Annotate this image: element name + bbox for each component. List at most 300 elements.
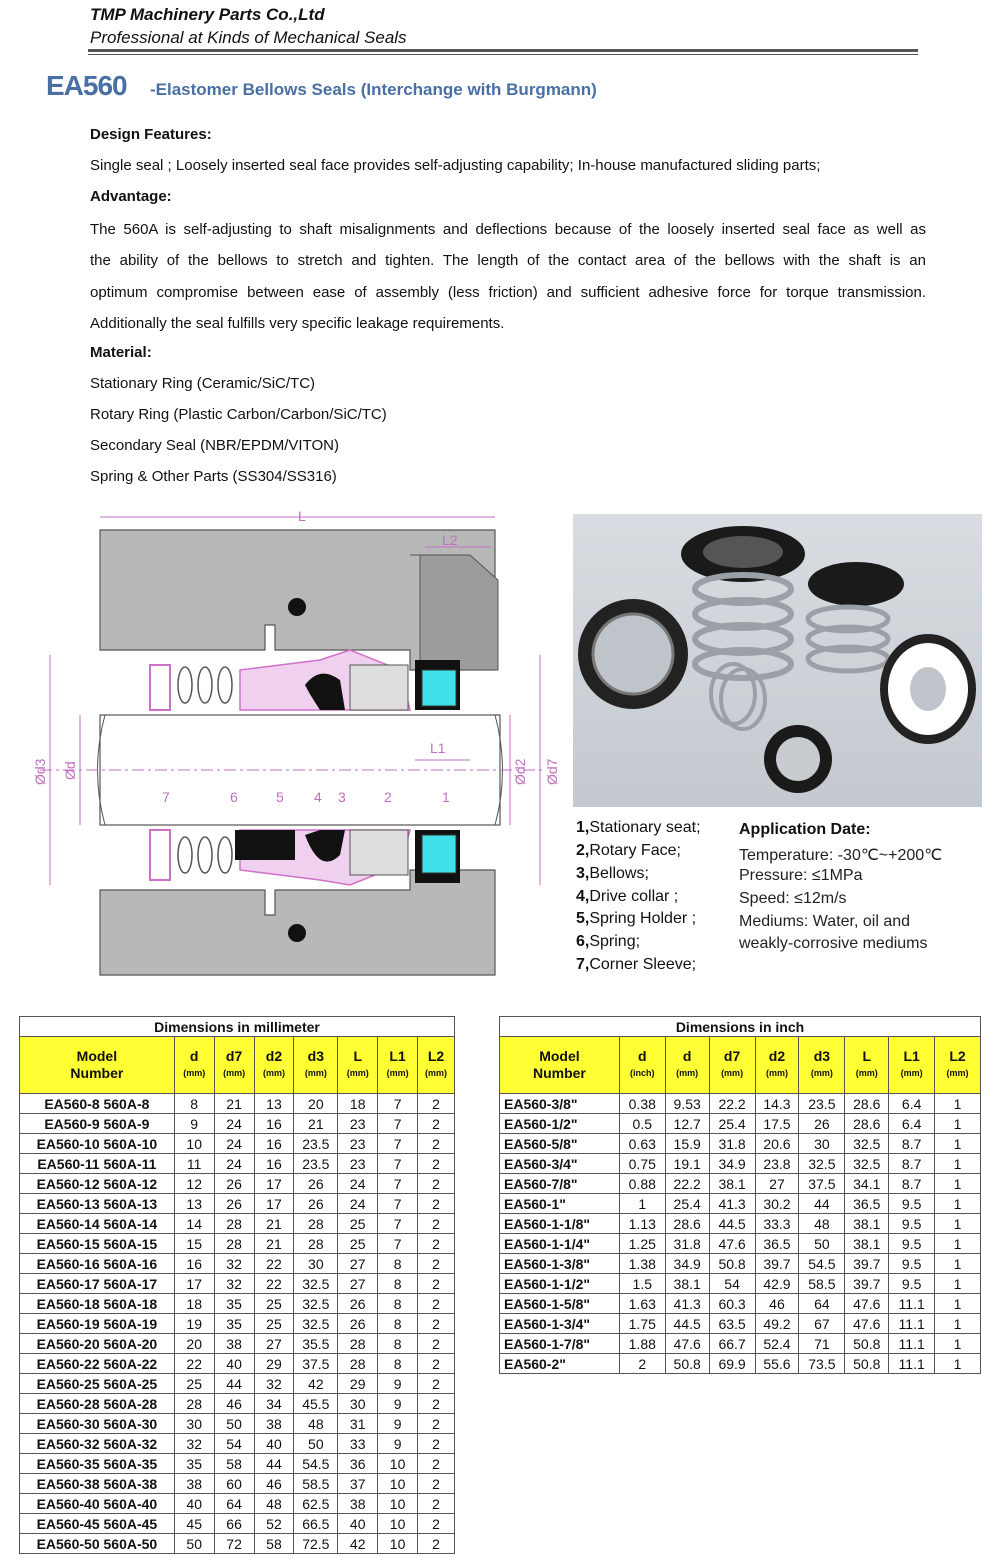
value-cell: 9.5 <box>889 1234 935 1254</box>
column-header <box>20 1037 175 1094</box>
value-cell: 38 <box>254 1414 294 1434</box>
product-subtitle: -Elastomer Bellows Seals (Interchange with Burgmann) <box>150 80 597 99</box>
model-cell: EA560-45 560A-45 <box>20 1514 175 1534</box>
value-cell: 17 <box>174 1274 214 1294</box>
value-cell: 22 <box>174 1354 214 1374</box>
value-cell: 63.5 <box>709 1314 755 1334</box>
value-cell: 1.63 <box>619 1294 665 1314</box>
value-cell: 6.4 <box>889 1114 935 1134</box>
column-header-unit: (mm) <box>183 1068 206 1078</box>
value-cell: 17 <box>254 1194 294 1214</box>
material-item: Secondary Seal (NBR/EPDM/VITON) <box>90 437 339 454</box>
value-cell: 24 <box>214 1154 254 1174</box>
value-cell: 28.6 <box>845 1094 889 1114</box>
value-cell: 27 <box>254 1334 294 1354</box>
model-cell: EA560-7/8" <box>500 1174 620 1194</box>
model-cell: EA560-16 560A-16 <box>20 1254 175 1274</box>
value-cell: 10 <box>378 1514 418 1534</box>
value-cell: 19.1 <box>665 1154 709 1174</box>
application-line: Speed: ≤12m/s <box>739 890 847 907</box>
value-cell: 31.8 <box>665 1234 709 1254</box>
value-cell: 1.75 <box>619 1314 665 1334</box>
value-cell: 54 <box>709 1274 755 1294</box>
stationary-seat-top <box>422 670 456 706</box>
value-cell: 28 <box>338 1354 378 1374</box>
value-cell: 66 <box>214 1514 254 1534</box>
value-cell: 26 <box>338 1314 378 1334</box>
model-cell: EA560-30 560A-30 <box>20 1414 175 1434</box>
value-cell: 2 <box>418 1194 455 1214</box>
header-divider <box>88 49 918 52</box>
table-row <box>20 1534 455 1554</box>
advantage-line: The 560A is self-adjusting to shaft misalignments and deflections because of the loosely inserted seal face as well as <box>90 221 926 238</box>
column-header <box>755 1037 799 1094</box>
product-photo <box>573 514 982 807</box>
value-cell: 0.38 <box>619 1094 665 1114</box>
model-cell: EA560-19 560A-19 <box>20 1314 175 1334</box>
column-header <box>709 1037 755 1094</box>
corner-sleeve-bottom <box>150 830 170 880</box>
value-cell: 23.5 <box>294 1134 338 1154</box>
value-cell: 8.7 <box>889 1134 935 1154</box>
table-row <box>20 1334 455 1354</box>
value-cell: 29 <box>338 1374 378 1394</box>
value-cell: 25 <box>338 1234 378 1254</box>
value-cell: 36 <box>338 1454 378 1474</box>
value-cell: 50 <box>174 1534 214 1554</box>
value-cell: 41.3 <box>665 1294 709 1314</box>
value-cell: 28 <box>294 1234 338 1254</box>
value-cell: 10 <box>378 1474 418 1494</box>
material-item: Spring & Other Parts (SS304/SS316) <box>90 468 337 485</box>
table-row <box>20 1214 455 1234</box>
value-cell: 23.8 <box>755 1154 799 1174</box>
value-cell: 15.9 <box>665 1134 709 1154</box>
value-cell: 23 <box>338 1134 378 1154</box>
column-header-label-part: Number <box>70 1065 124 1081</box>
value-cell: 1 <box>935 1134 981 1154</box>
value-cell: 0.75 <box>619 1154 665 1174</box>
value-cell: 8.7 <box>889 1174 935 1194</box>
value-cell: 34.9 <box>665 1254 709 1274</box>
table-row <box>500 1094 981 1114</box>
value-cell: 66.5 <box>294 1514 338 1534</box>
value-cell: 27 <box>338 1254 378 1274</box>
value-cell: 1 <box>619 1194 665 1214</box>
dim-label-L: L <box>298 508 306 524</box>
value-cell: 69.9 <box>709 1354 755 1374</box>
value-cell: 1 <box>935 1254 981 1274</box>
value-cell: 32.5 <box>845 1154 889 1174</box>
value-cell: 2 <box>418 1274 455 1294</box>
table-caption: Dimensions in inch <box>500 1017 981 1037</box>
value-cell: 32 <box>214 1274 254 1294</box>
value-cell: 40 <box>214 1354 254 1374</box>
dim-label-d7: Ød7 <box>544 758 560 785</box>
table-row <box>20 1474 455 1494</box>
column-header <box>845 1037 889 1094</box>
value-cell: 7 <box>378 1134 418 1154</box>
advantage-paragraph <box>90 214 926 339</box>
column-header-label: L2 <box>949 1048 966 1064</box>
value-cell: 26 <box>294 1174 338 1194</box>
column-header-label <box>500 1048 619 1082</box>
spring-photo-icon <box>695 575 791 678</box>
value-cell: 8 <box>378 1334 418 1354</box>
value-cell: 54.5 <box>799 1254 845 1274</box>
value-cell: 11.1 <box>889 1334 935 1354</box>
value-cell: 12 <box>174 1174 214 1194</box>
column-header-unit: (mm) <box>676 1068 699 1078</box>
column-header <box>935 1037 981 1094</box>
dim-label-L2: L2 <box>442 532 458 548</box>
model-cell: EA560-3/4" <box>500 1154 620 1174</box>
value-cell: 39.7 <box>845 1274 889 1294</box>
value-cell: 22 <box>254 1254 294 1274</box>
material-heading: Material: <box>90 344 152 361</box>
value-cell: 36.5 <box>755 1234 799 1254</box>
model-cell: EA560-28 560A-28 <box>20 1394 175 1414</box>
value-cell: 45 <box>174 1514 214 1534</box>
table-row <box>500 1254 981 1274</box>
value-cell: 2 <box>418 1534 455 1554</box>
table-row <box>500 1154 981 1174</box>
column-header-label: L <box>862 1048 872 1064</box>
value-cell: 20.6 <box>755 1134 799 1154</box>
value-cell: 8 <box>378 1294 418 1314</box>
value-cell: 37 <box>338 1474 378 1494</box>
value-cell: 58 <box>214 1454 254 1474</box>
value-cell: 28 <box>214 1214 254 1234</box>
value-cell: 45.5 <box>294 1394 338 1414</box>
seal-cross-section-drawing <box>20 505 565 990</box>
value-cell: 32.5 <box>294 1294 338 1314</box>
column-header-unit: (mm) <box>765 1068 788 1078</box>
part-label-6: 6 <box>230 789 238 805</box>
rotary-face-bottom <box>350 830 408 875</box>
value-cell: 24 <box>214 1114 254 1134</box>
value-cell: 7 <box>378 1094 418 1114</box>
material-item: Stationary Ring (Ceramic/SiC/TC) <box>90 375 316 392</box>
model-cell: EA560-17 560A-17 <box>20 1274 175 1294</box>
table-row <box>20 1114 455 1134</box>
table-row <box>500 1234 981 1254</box>
value-cell: 22 <box>254 1274 294 1294</box>
value-cell: 1 <box>935 1274 981 1294</box>
value-cell: 0.88 <box>619 1174 665 1194</box>
value-cell: 71 <box>799 1334 845 1354</box>
value-cell: 23 <box>338 1154 378 1174</box>
value-cell: 18 <box>338 1094 378 1114</box>
column-header-unit: (mm) <box>262 1068 285 1078</box>
value-cell: 44 <box>799 1194 845 1214</box>
model-cell: EA560-38 560A-38 <box>20 1474 175 1494</box>
model-cell: EA560-13 560A-13 <box>20 1194 175 1214</box>
value-cell: 28 <box>214 1234 254 1254</box>
value-cell: 42.9 <box>755 1274 799 1294</box>
parts-item: 3,Bellows; <box>576 865 649 882</box>
value-cell: 40 <box>254 1434 294 1454</box>
value-cell: 16 <box>254 1134 294 1154</box>
value-cell: 17 <box>254 1174 294 1194</box>
model-cell: EA560-35 560A-35 <box>20 1454 175 1474</box>
value-cell: 1 <box>935 1214 981 1234</box>
table-row <box>20 1234 455 1254</box>
table-row <box>500 1174 981 1194</box>
value-cell: 2 <box>418 1214 455 1234</box>
column-header-label-part: Model <box>539 1048 580 1064</box>
table-row <box>500 1134 981 1154</box>
value-cell: 48 <box>254 1494 294 1514</box>
column-header-unit: (mm) <box>810 1068 833 1078</box>
application-line: Temperature: -30℃~+200℃ <box>739 847 943 864</box>
table-row <box>20 1454 455 1474</box>
value-cell: 0.5 <box>619 1114 665 1134</box>
dimensions-mm-table <box>19 1016 455 1554</box>
column-header <box>500 1037 620 1094</box>
value-cell: 2 <box>418 1354 455 1374</box>
value-cell: 2 <box>418 1114 455 1134</box>
value-cell: 25.4 <box>665 1194 709 1214</box>
company-tagline: Professional at Kinds of Mechanical Seals <box>90 28 407 47</box>
column-header-unit: (mm) <box>900 1068 923 1078</box>
value-cell: 10 <box>378 1454 418 1474</box>
value-cell: 37.5 <box>799 1174 845 1194</box>
model-cell: EA560-1-1/4" <box>500 1234 620 1254</box>
table-row <box>20 1494 455 1514</box>
value-cell: 17.5 <box>755 1114 799 1134</box>
value-cell: 2 <box>418 1134 455 1154</box>
value-cell: 38 <box>214 1334 254 1354</box>
column-header-unit: (mm) <box>946 1068 969 1078</box>
model-cell: EA560-1" <box>500 1194 620 1214</box>
value-cell: 31 <box>338 1414 378 1434</box>
column-header-label: d2 <box>768 1048 786 1064</box>
value-cell: 13 <box>174 1194 214 1214</box>
value-cell: 35 <box>214 1294 254 1314</box>
value-cell: 31.8 <box>709 1134 755 1154</box>
value-cell: 32 <box>214 1254 254 1274</box>
value-cell: 19 <box>174 1314 214 1334</box>
model-cell: EA560-1-3/8" <box>500 1254 620 1274</box>
column-header-unit: (mm) <box>223 1068 246 1078</box>
model-cell: EA560-1/2" <box>500 1114 620 1134</box>
value-cell: 48 <box>799 1214 845 1234</box>
value-cell: 9.5 <box>889 1254 935 1274</box>
value-cell: 38 <box>174 1474 214 1494</box>
value-cell: 2 <box>619 1354 665 1374</box>
value-cell: 47.6 <box>709 1234 755 1254</box>
value-cell: 9.5 <box>889 1274 935 1294</box>
application-line: Mediums: Water, oil and <box>739 913 911 930</box>
value-cell: 72.5 <box>294 1534 338 1554</box>
value-cell: 21 <box>254 1214 294 1234</box>
parts-item: 6,Spring; <box>576 933 641 950</box>
value-cell: 1 <box>935 1174 981 1194</box>
value-cell: 13 <box>254 1094 294 1114</box>
value-cell: 34.1 <box>845 1174 889 1194</box>
column-header <box>665 1037 709 1094</box>
table-row <box>500 1334 981 1354</box>
value-cell: 16 <box>174 1254 214 1274</box>
table-row <box>20 1134 455 1154</box>
value-cell: 16 <box>254 1114 294 1134</box>
value-cell: 50.8 <box>845 1354 889 1374</box>
table-row <box>20 1194 455 1214</box>
value-cell: 10 <box>378 1534 418 1554</box>
value-cell: 48 <box>294 1414 338 1434</box>
column-header-unit: (mm) <box>304 1068 327 1078</box>
value-cell: 47.6 <box>845 1314 889 1334</box>
part-label-2: 2 <box>384 789 392 805</box>
value-cell: 1 <box>935 1114 981 1134</box>
value-cell: 1 <box>935 1094 981 1114</box>
value-cell: 42 <box>294 1374 338 1394</box>
value-cell: 29 <box>254 1354 294 1374</box>
value-cell: 2 <box>418 1474 455 1494</box>
value-cell: 38.1 <box>845 1214 889 1234</box>
spring-bottom <box>178 837 232 873</box>
column-header-label: d <box>682 1048 692 1064</box>
value-cell: 34.9 <box>709 1154 755 1174</box>
value-cell: 62.5 <box>294 1494 338 1514</box>
value-cell: 10 <box>174 1134 214 1154</box>
model-cell: EA560-8 560A-8 <box>20 1094 175 1114</box>
value-cell: 24 <box>338 1194 378 1214</box>
value-cell: 64 <box>214 1494 254 1514</box>
value-cell: 7 <box>378 1114 418 1134</box>
corner-sleeve-top <box>150 665 170 710</box>
design-heading: Design Features: <box>90 126 212 143</box>
column-header-label: d <box>189 1048 199 1064</box>
value-cell: 28 <box>174 1394 214 1414</box>
table-row <box>500 1294 981 1314</box>
value-cell: 2 <box>418 1374 455 1394</box>
value-cell: 1 <box>935 1154 981 1174</box>
value-cell: 38.1 <box>665 1274 709 1294</box>
housing-bottom <box>100 870 495 975</box>
value-cell: 35 <box>214 1314 254 1334</box>
value-cell: 30.2 <box>755 1194 799 1214</box>
value-cell: 30 <box>338 1394 378 1414</box>
table-row <box>20 1094 455 1114</box>
value-cell: 20 <box>294 1094 338 1114</box>
value-cell: 32.5 <box>294 1314 338 1334</box>
company-name: TMP Machinery Parts Co.,Ltd <box>90 5 325 24</box>
value-cell: 30 <box>174 1414 214 1434</box>
value-cell: 23.5 <box>294 1154 338 1174</box>
value-cell: 38.1 <box>845 1234 889 1254</box>
value-cell: 40 <box>338 1514 378 1534</box>
value-cell: 9 <box>378 1374 418 1394</box>
value-cell: 47.6 <box>845 1294 889 1314</box>
column-header <box>378 1037 418 1094</box>
value-cell: 1 <box>935 1194 981 1214</box>
value-cell: 14.3 <box>755 1094 799 1114</box>
value-cell: 1 <box>935 1294 981 1314</box>
model-cell: EA560-40 560A-40 <box>20 1494 175 1514</box>
value-cell: 0.63 <box>619 1134 665 1154</box>
model-cell: EA560-20 560A-20 <box>20 1334 175 1354</box>
value-cell: 46 <box>214 1394 254 1414</box>
value-cell: 11 <box>174 1154 214 1174</box>
value-cell: 25 <box>338 1214 378 1234</box>
column-header-label-part: Number <box>532 1065 586 1081</box>
value-cell: 1 <box>935 1314 981 1334</box>
model-cell: EA560-9 560A-9 <box>20 1114 175 1134</box>
value-cell: 22.2 <box>709 1094 755 1114</box>
value-cell: 72 <box>214 1534 254 1554</box>
value-cell: 44.5 <box>709 1214 755 1234</box>
value-cell: 67 <box>799 1314 845 1334</box>
value-cell: 20 <box>174 1334 214 1354</box>
value-cell: 1.25 <box>619 1234 665 1254</box>
value-cell: 25.4 <box>709 1114 755 1134</box>
model-cell: EA560-22 560A-22 <box>20 1354 175 1374</box>
model-cell: EA560-50 560A-50 <box>20 1534 175 1554</box>
column-header-label: d7 <box>723 1048 741 1064</box>
model-cell: EA560-32 560A-32 <box>20 1434 175 1454</box>
column-header-label: L2 <box>427 1048 445 1064</box>
value-cell: 50 <box>799 1234 845 1254</box>
value-cell: 11.1 <box>889 1354 935 1374</box>
gland-top <box>410 555 498 670</box>
parts-item: 7,Corner Sleeve; <box>576 956 697 973</box>
value-cell: 9.53 <box>665 1094 709 1114</box>
value-cell: 21 <box>254 1234 294 1254</box>
table-row <box>20 1174 455 1194</box>
value-cell: 8.7 <box>889 1154 935 1174</box>
value-cell: 12.7 <box>665 1114 709 1134</box>
column-header-label <box>20 1048 174 1082</box>
value-cell: 73.5 <box>799 1354 845 1374</box>
value-cell: 2 <box>418 1494 455 1514</box>
table-row <box>20 1154 455 1174</box>
value-cell: 50.8 <box>665 1354 709 1374</box>
part-label-4: 4 <box>314 789 322 805</box>
value-cell: 7 <box>378 1214 418 1234</box>
value-cell: 39.7 <box>755 1254 799 1274</box>
value-cell: 50.8 <box>845 1334 889 1354</box>
value-cell: 21 <box>214 1094 254 1114</box>
value-cell: 9.5 <box>889 1214 935 1234</box>
o-ring-top <box>288 598 306 616</box>
value-cell: 28 <box>338 1334 378 1354</box>
value-cell: 2 <box>418 1414 455 1434</box>
value-cell: 1 <box>935 1354 981 1374</box>
value-cell: 7 <box>378 1174 418 1194</box>
product-model: EA560 <box>46 70 127 101</box>
value-cell: 2 <box>418 1254 455 1274</box>
table-row <box>20 1294 455 1314</box>
value-cell: 10 <box>378 1494 418 1514</box>
value-cell: 46 <box>755 1294 799 1314</box>
column-header-unit: (mm) <box>386 1068 409 1078</box>
part-label-5: 5 <box>276 789 284 805</box>
value-cell: 52.4 <box>755 1334 799 1354</box>
value-cell: 46 <box>254 1474 294 1494</box>
model-cell: EA560-5/8" <box>500 1134 620 1154</box>
model-cell: EA560-2" <box>500 1354 620 1374</box>
value-cell: 8 <box>378 1314 418 1334</box>
header-divider-thin <box>88 54 918 55</box>
value-cell: 7 <box>378 1234 418 1254</box>
model-cell: EA560-3/8" <box>500 1094 620 1114</box>
value-cell: 32.5 <box>294 1274 338 1294</box>
column-header-label: d3 <box>813 1048 831 1064</box>
value-cell: 33.3 <box>755 1214 799 1234</box>
value-cell: 11.1 <box>889 1314 935 1334</box>
